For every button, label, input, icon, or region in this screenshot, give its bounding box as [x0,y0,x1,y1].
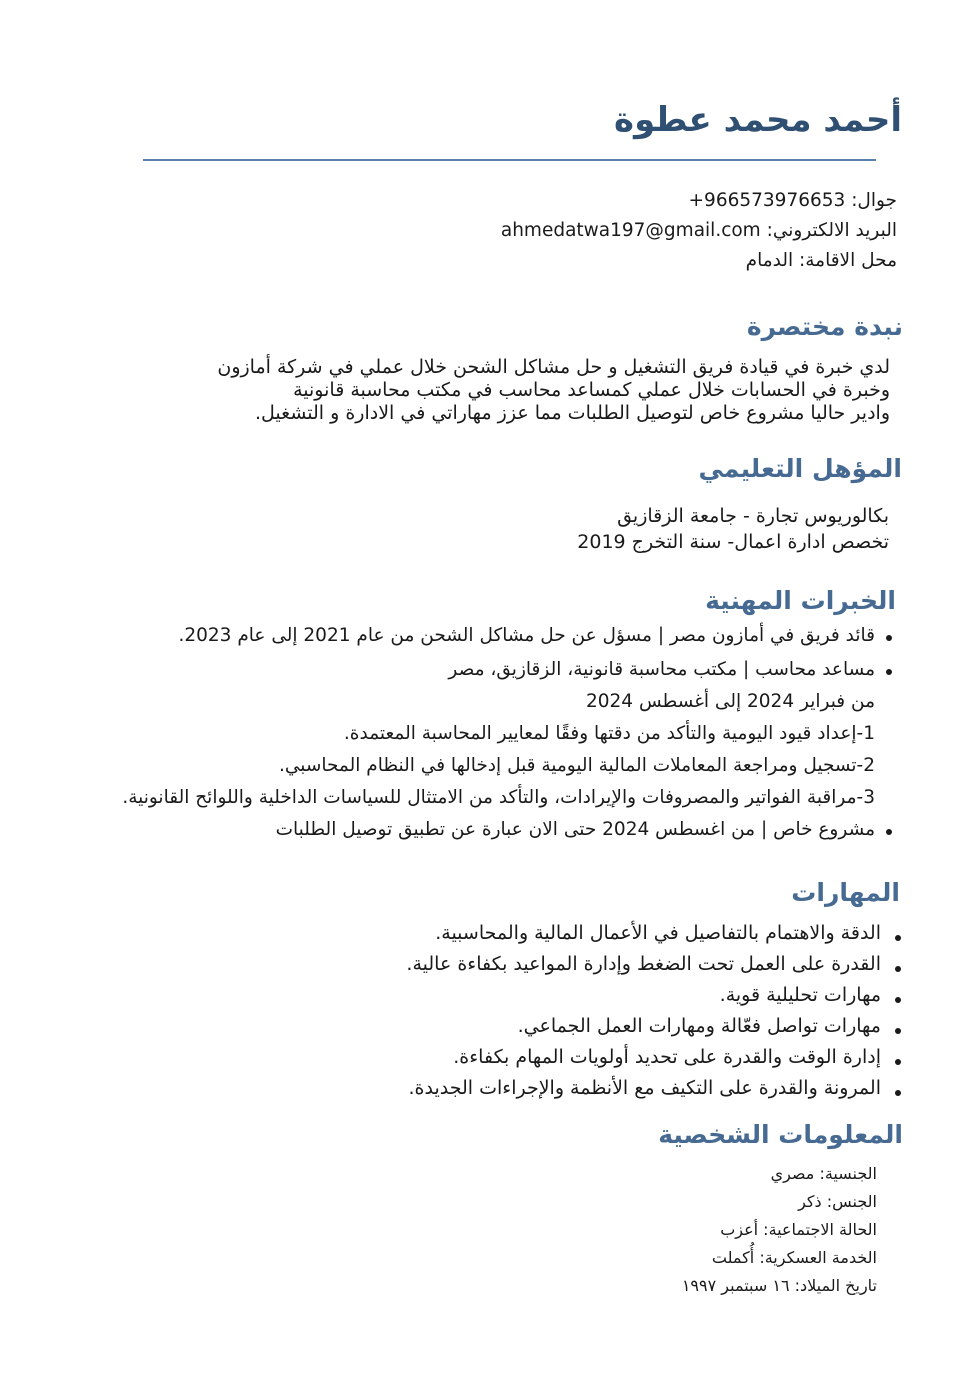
residence-value: الدمام [745,250,794,271]
birth-date: تاريخ الميلاد: ١٦ سبتمبر ١٩٩٧ [681,1276,877,1295]
skill-item: المرونة والقدرة على التكيف مع الأنظمة والإجراءات الجديدة. [406,1073,901,1104]
email-value: ahmedatwa197@gmail.com [500,220,761,241]
personal-info [682,1160,877,1300]
experience-item: قائد فريق في أمازون مصر | مسؤل عن حل مشاكل الشحن من عام 2021 إلى عام 2023. [12,620,892,652]
experience-task: 1-إعداد قيود اليومية والتأكد من دقتها وفقًا لمعايير المحاسبة المعتمدة. [343,723,875,744]
experience-item: مساعد محاسب | مكتب محاسبة قانونية، الزقازيق، مصر [12,654,892,686]
education-heading: المؤهل التعليمي [698,454,902,483]
experience-heading: الخبرات المهنية [705,586,896,615]
skill-item: مهارات تحليلية قوية. [406,980,901,1011]
residence-line [501,246,897,276]
experience-list [12,620,892,846]
summary-heading: نبدة مختصرة [746,312,903,341]
experience-item: مشروع خاص | من اغسطس 2024 حتى الان عبارة عن تطبيق توصيل الطلبات [12,814,892,846]
experience-task: 2-تسجيل ومراجعة المعاملات المالية اليومية قبل إدخالها في النظام المحاسبي. [278,755,875,776]
experience-period: من فبراير 2024 إلى أغسطس 2024 [586,691,875,712]
phone-line [501,186,897,216]
email-label: البريد الالكتروني: [766,220,897,241]
contact-block [501,186,897,276]
education-line: بكالوريوس تجارة - جامعة الزقازيق [617,505,889,527]
skill-item: مهارات تواصل فعّالة ومهارات العمل الجماعي. [406,1011,901,1042]
email-line [501,216,897,246]
name-divider [143,159,876,161]
summary-line: لدي خبرة في قيادة فريق التشغيل و حل مشاكل الشحن خلال عملي في شركة أمازون [217,356,890,378]
personal-info-heading: المعلومات الشخصية [658,1120,903,1149]
gender: الجنس: ذكر [798,1192,877,1211]
summary-line: وخبرة في الحسابات خلال عملي كمساعد محاسب في مكتب محاسبة قانونية [293,379,890,401]
education-line: تخصص ادارة اعمال- سنة التخرج 2019 [577,531,889,553]
skill-item: إدارة الوقت والقدرة على تحديد أولويات المهام بكفاءة. [406,1042,901,1073]
skills-list [406,918,901,1104]
skills-heading: المهارات [791,878,900,907]
education-text [577,503,889,555]
candidate-name: أحمد محمد عطوة [614,100,902,140]
marital-status: الحالة الاجتماعية: أعزب [720,1220,877,1239]
experience-task: 3-مراقبة الفواتير والمصروفات والإيرادات، والتأكد من الامتثال للسياسات الداخلية واللوائح القانونية. [122,787,875,808]
military-service: الخدمة العسكرية: أُكملت [711,1248,877,1267]
residence-label: محل الاقامة: [799,250,897,271]
skill-item: الدقة والاهتمام بالتفاصيل في الأعمال المالية والمحاسبية. [406,918,901,949]
nationality: الجنسية: مصري [770,1164,877,1183]
summary-text [217,356,890,425]
phone-label: جوال: [851,190,897,211]
summary-line: وادير حاليا مشروع خاص لتوصيل الطلبات مما عزز مهاراتي في الادارة و التشغيل. [255,402,890,424]
skill-item: القدرة على العمل تحت الضغط وإدارة المواعيد بكفاءة عالية. [406,949,901,980]
phone-value: +966573976653 [688,190,846,211]
